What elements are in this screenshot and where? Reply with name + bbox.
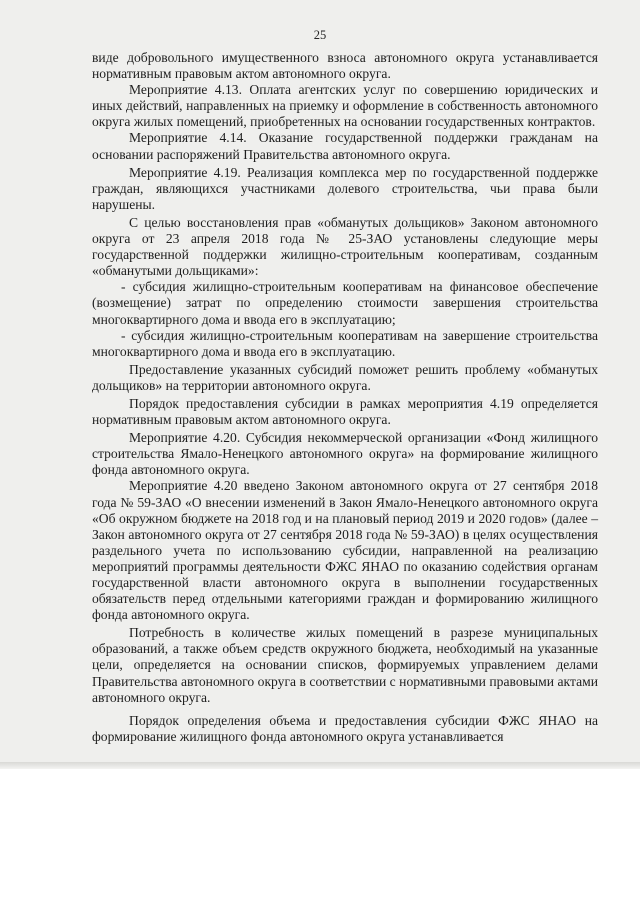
paragraph-fzhs-procedure: Порядок определения объема и предоставления субсидии ФЖС ЯНАО на формирование жилищного фонда автономного округа устанавливается (92, 712, 598, 744)
paragraph-measure-4-13: Мероприятие 4.13. Оплата агентских услуг по совершению юридических и иных действий, направленных на приемку и оформление в собственность автономного округа жилых помещений, приобретенных на основании государственных контрактов. (92, 82, 598, 130)
paragraph-law-59-zao: Мероприятие 4.20 введено Законом автономного округа от 27 сентября 2018 года № 59-ЗАО «О внесении изменений в Закон Ямало-Ненецкого автономного округа «Об окружном бюджете на 2018 год и на плановый период 2019 и 2020 годов» (далее – Закон автономного округа от 27 сентября 2018 года № 59-ЗАО) в целях осуществления раздельного учета по использованию субсидии, направленной на реализацию мероприятий программы деятельности ФЖС ЯНАО по оказанию содействия органам государственной власти автономного округа в выполнении государственных обязательств перед отдельными категориями граждан и формированию жилищного фонда автономного округа. (92, 478, 598, 623)
paragraph-measure-4-19: Мероприятие 4.19. Реализация комплекса мер по государственной поддержке граждан, являющихся участниками долевого строительства, чьи права были нарушены. (92, 164, 598, 212)
paragraph-deceived-shareholders: С целью восстановления прав «обманутых дольщиков» Законом автономного округа от 23 апреля 2018 года № 25-ЗАО установлены следующие меры государственной поддержки жилищно-строительным кооперативам, созданным «обманутыми дольщиками»: (92, 214, 598, 279)
paragraph-procedure-4-19: Порядок предоставления субсидии в рамках мероприятия 4.19 определяется нормативным правовым актом автономного округа. (92, 395, 598, 428)
page-number: 25 (313, 28, 327, 42)
list-item-subsidy-completion: - субсидия жилищно-строительным кооперативам на завершение строительства многоквартирного дома и ввода его в эксплуатацию. (92, 327, 598, 359)
paragraph-continuation: виде добровольного имущественного взноса автономного округа устанавливается нормативным правовым актом автономного округа. (92, 50, 598, 82)
paragraph-measure-4-20: Мероприятие 4.20. Субсидия некоммерческой организации «Фонд жилищного строительства Ямало-Ненецкого автономного округа» на формирование жилищного фонда автономного округа. (92, 430, 598, 478)
list-item-subsidy-financing: - субсидия жилищно-строительным кооперативам на финансовое обеспечение (возмещение) затрат по определению стоимости завершения строительства многоквартирного дома и ввода его в эксплуатацию; (92, 279, 598, 327)
paragraph-measure-4-14: Мероприятие 4.14. Оказание государственной поддержки гражданам на основании распоряжений Правительства автономного округа. (92, 130, 598, 162)
paragraph-subsidy-effect: Предоставление указанных субсидий поможет решить проблему «обманутых дольщиков» на территории автономного округа. (92, 361, 598, 393)
document-body (92, 50, 598, 745)
page-bottom-edge (0, 762, 640, 769)
paragraph-housing-need: Потребность в количестве жилых помещений в разрезе муниципальных образований, а также объем средств окружного бюджета, необходимый на указанные цели, определяется на основании списков, формируемых управлением делами Правительства автономного округа в соответствии с нормативными правовыми актами автономного округа. (92, 625, 598, 705)
